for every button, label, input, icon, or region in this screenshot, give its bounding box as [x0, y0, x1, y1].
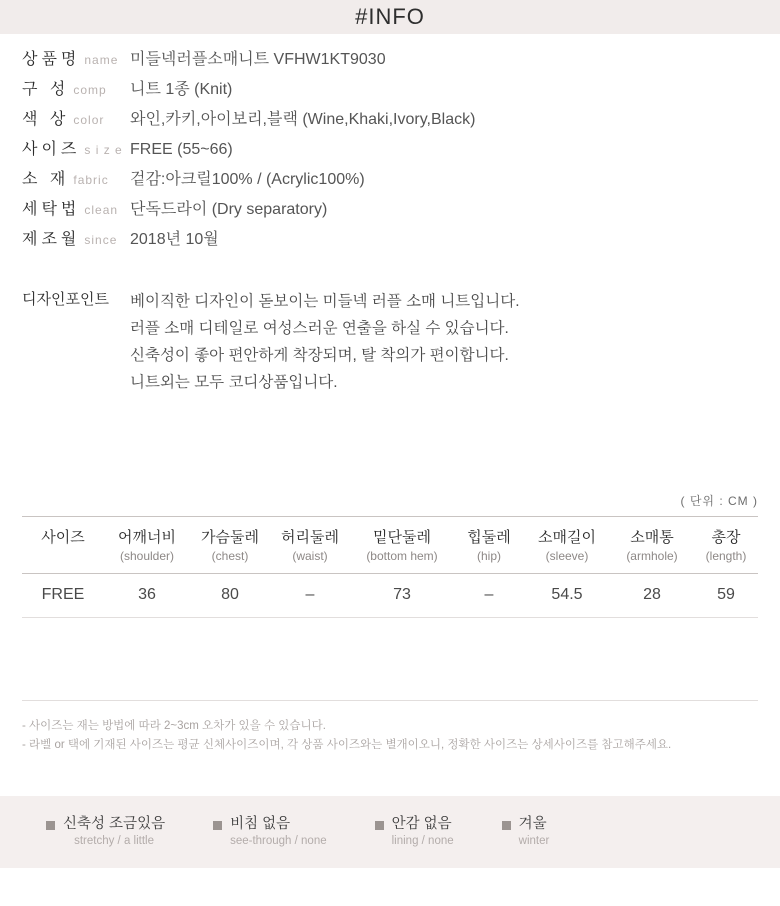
size-table — [22, 516, 758, 618]
spec-label-kr: 세탁법 — [22, 201, 81, 218]
spec-label-en: name — [84, 53, 119, 67]
spec-row — [0, 196, 780, 226]
spec-row — [0, 46, 780, 76]
table-cell: – — [454, 574, 524, 618]
spec-row — [0, 106, 780, 136]
design-point-line: 니트외는 모두 코디상품입니다. — [130, 374, 338, 391]
spec-label-kr: 제조월 — [22, 231, 81, 248]
size-table-head — [22, 517, 758, 574]
header-en: (length) — [705, 549, 747, 563]
attribute-text — [63, 815, 165, 850]
table-cell: 80 — [190, 574, 270, 618]
spec-label — [0, 76, 130, 99]
size-table-header-cell — [104, 517, 190, 574]
square-bullet-icon — [502, 821, 511, 830]
spec-row — [0, 76, 780, 106]
attribute-en: lining / none — [391, 834, 454, 847]
table-cell: 59 — [694, 574, 758, 618]
table-row — [22, 574, 758, 618]
size-table-header-cell — [190, 517, 270, 574]
design-point-line: 베이직한 디자인이 돋보이는 미들넥 러플 소매 니트입니다. — [130, 293, 520, 310]
size-table-header-cell — [350, 517, 454, 574]
header-kr: 소매통 — [630, 529, 674, 546]
header-en: (bottom hem) — [366, 549, 438, 563]
size-table-header-cell — [270, 517, 350, 574]
spec-label — [0, 46, 130, 69]
header-en: (shoulder) — [119, 549, 175, 563]
size-table-header-row — [22, 517, 758, 574]
note-line: - 라벨 or 택에 기재된 사이즈는 평균 신체사이즈이며, 각 상품 사이즈와는 별개이오니, 정확한 사이즈는 상세사이즈를 참고해주세요. — [22, 739, 672, 751]
spec-label — [0, 166, 130, 189]
spec-label-en: clean — [84, 203, 119, 217]
spec-value: 겉감:아크릴100% / (Acrylic100%) — [130, 171, 365, 188]
attribute-kr: 신축성 조금있음 — [63, 815, 166, 832]
header-en: (chest) — [211, 549, 249, 563]
attribute-en: see-through / none — [230, 834, 327, 847]
header-kr: 허리둘레 — [281, 529, 339, 546]
spec-row — [0, 226, 780, 256]
header-en: (armhole) — [626, 549, 678, 563]
spec-label-kr: 구 성 — [22, 81, 70, 98]
header-kr: 소매길이 — [538, 529, 596, 546]
spec-label — [0, 226, 130, 249]
size-table-header-cell — [22, 517, 104, 574]
note-line: - 사이즈는 재는 방법에 따라 2~3cm 오차가 있을 수 있습니다. — [22, 720, 326, 732]
spec-label-en: color — [73, 113, 105, 127]
attribute-item — [375, 815, 454, 850]
attribute-text — [392, 815, 454, 850]
attribute-kr: 안감 없음 — [391, 815, 452, 832]
header-en: (sleeve) — [545, 549, 589, 563]
header-kr: 총장 — [711, 529, 741, 546]
unit-note: ( 단위 : CM ) — [680, 494, 758, 508]
spec-label-kr: 사이즈 — [22, 141, 81, 158]
design-point-line: 신축성이 좋아 편안하게 착장되며, 탈 착의가 편이합니다. — [130, 347, 509, 364]
spec-value: 니트 1종 (Knit) — [130, 81, 233, 98]
spec-label-kr: 소 재 — [22, 171, 70, 188]
header-en: (hip) — [476, 549, 501, 563]
spec-label-en: since — [84, 233, 118, 247]
spec-label — [0, 196, 130, 219]
square-bullet-icon — [46, 821, 55, 830]
design-point-line: 러플 소매 디테일로 여성스러운 연출을 하실 수 있습니다. — [130, 320, 509, 337]
size-table-header-cell — [524, 517, 610, 574]
attribute-kr: 비침 없음 — [230, 815, 291, 832]
spec-value: 2018년 10월 — [130, 231, 219, 248]
spec-label-en: s i z e — [84, 143, 123, 157]
spec-value: FREE (55~66) — [130, 141, 233, 158]
design-point-title: 디자인포인트 — [22, 291, 109, 308]
design-point-block — [0, 288, 780, 396]
table-cell: 36 — [104, 574, 190, 618]
notes-block — [22, 700, 758, 755]
design-point-text — [130, 288, 520, 396]
attribute-en: winter — [518, 834, 550, 847]
square-bullet-icon — [375, 821, 384, 830]
table-cell: 28 — [610, 574, 694, 618]
attributes-list — [0, 796, 780, 868]
size-table-body — [22, 574, 758, 618]
page-title: #INFO — [355, 4, 425, 29]
square-bullet-icon — [213, 821, 222, 830]
table-cell: 73 — [350, 574, 454, 618]
spec-label-kr: 색 상 — [22, 111, 70, 128]
footer-spacer — [0, 868, 780, 906]
spec-label-en: comp — [73, 83, 107, 97]
table-cell: FREE — [22, 574, 104, 618]
header-kr: 가슴둘레 — [201, 529, 259, 546]
spec-label — [0, 136, 130, 159]
header-kr: 힙둘레 — [467, 529, 511, 546]
spec-row — [0, 166, 780, 196]
spec-label-kr: 상품명 — [22, 51, 81, 68]
header-kr: 어깨너비 — [118, 529, 176, 546]
spec-value: 단독드라이 (Dry separatory) — [130, 201, 328, 218]
header-kr: 밑단둘레 — [373, 529, 431, 546]
attribute-text — [230, 815, 327, 850]
size-table-header-cell — [454, 517, 524, 574]
attribute-kr: 겨울 — [518, 815, 547, 832]
spec-label — [0, 106, 130, 129]
size-table-header-cell — [610, 517, 694, 574]
spec-list — [0, 46, 780, 256]
table-cell: – — [270, 574, 350, 618]
header-kr: 사이즈 — [41, 529, 85, 546]
attribute-en: stretchy / a little — [74, 834, 154, 847]
header-en: (waist) — [292, 549, 328, 563]
spec-label-en: fabric — [73, 173, 109, 187]
attribute-text — [519, 815, 550, 850]
table-cell: 54.5 — [524, 574, 610, 618]
spec-value: 와인,카키,아이보리,블랙 (Wine,Khaki,Ivory,Black) — [130, 111, 476, 128]
spec-row — [0, 136, 780, 166]
attribute-item — [46, 815, 165, 850]
attribute-item — [213, 815, 327, 850]
size-table-header-cell — [694, 517, 758, 574]
attribute-item — [502, 815, 550, 850]
spec-value: 미들넥러플소매니트 VFHW1KT9030 — [130, 51, 386, 68]
